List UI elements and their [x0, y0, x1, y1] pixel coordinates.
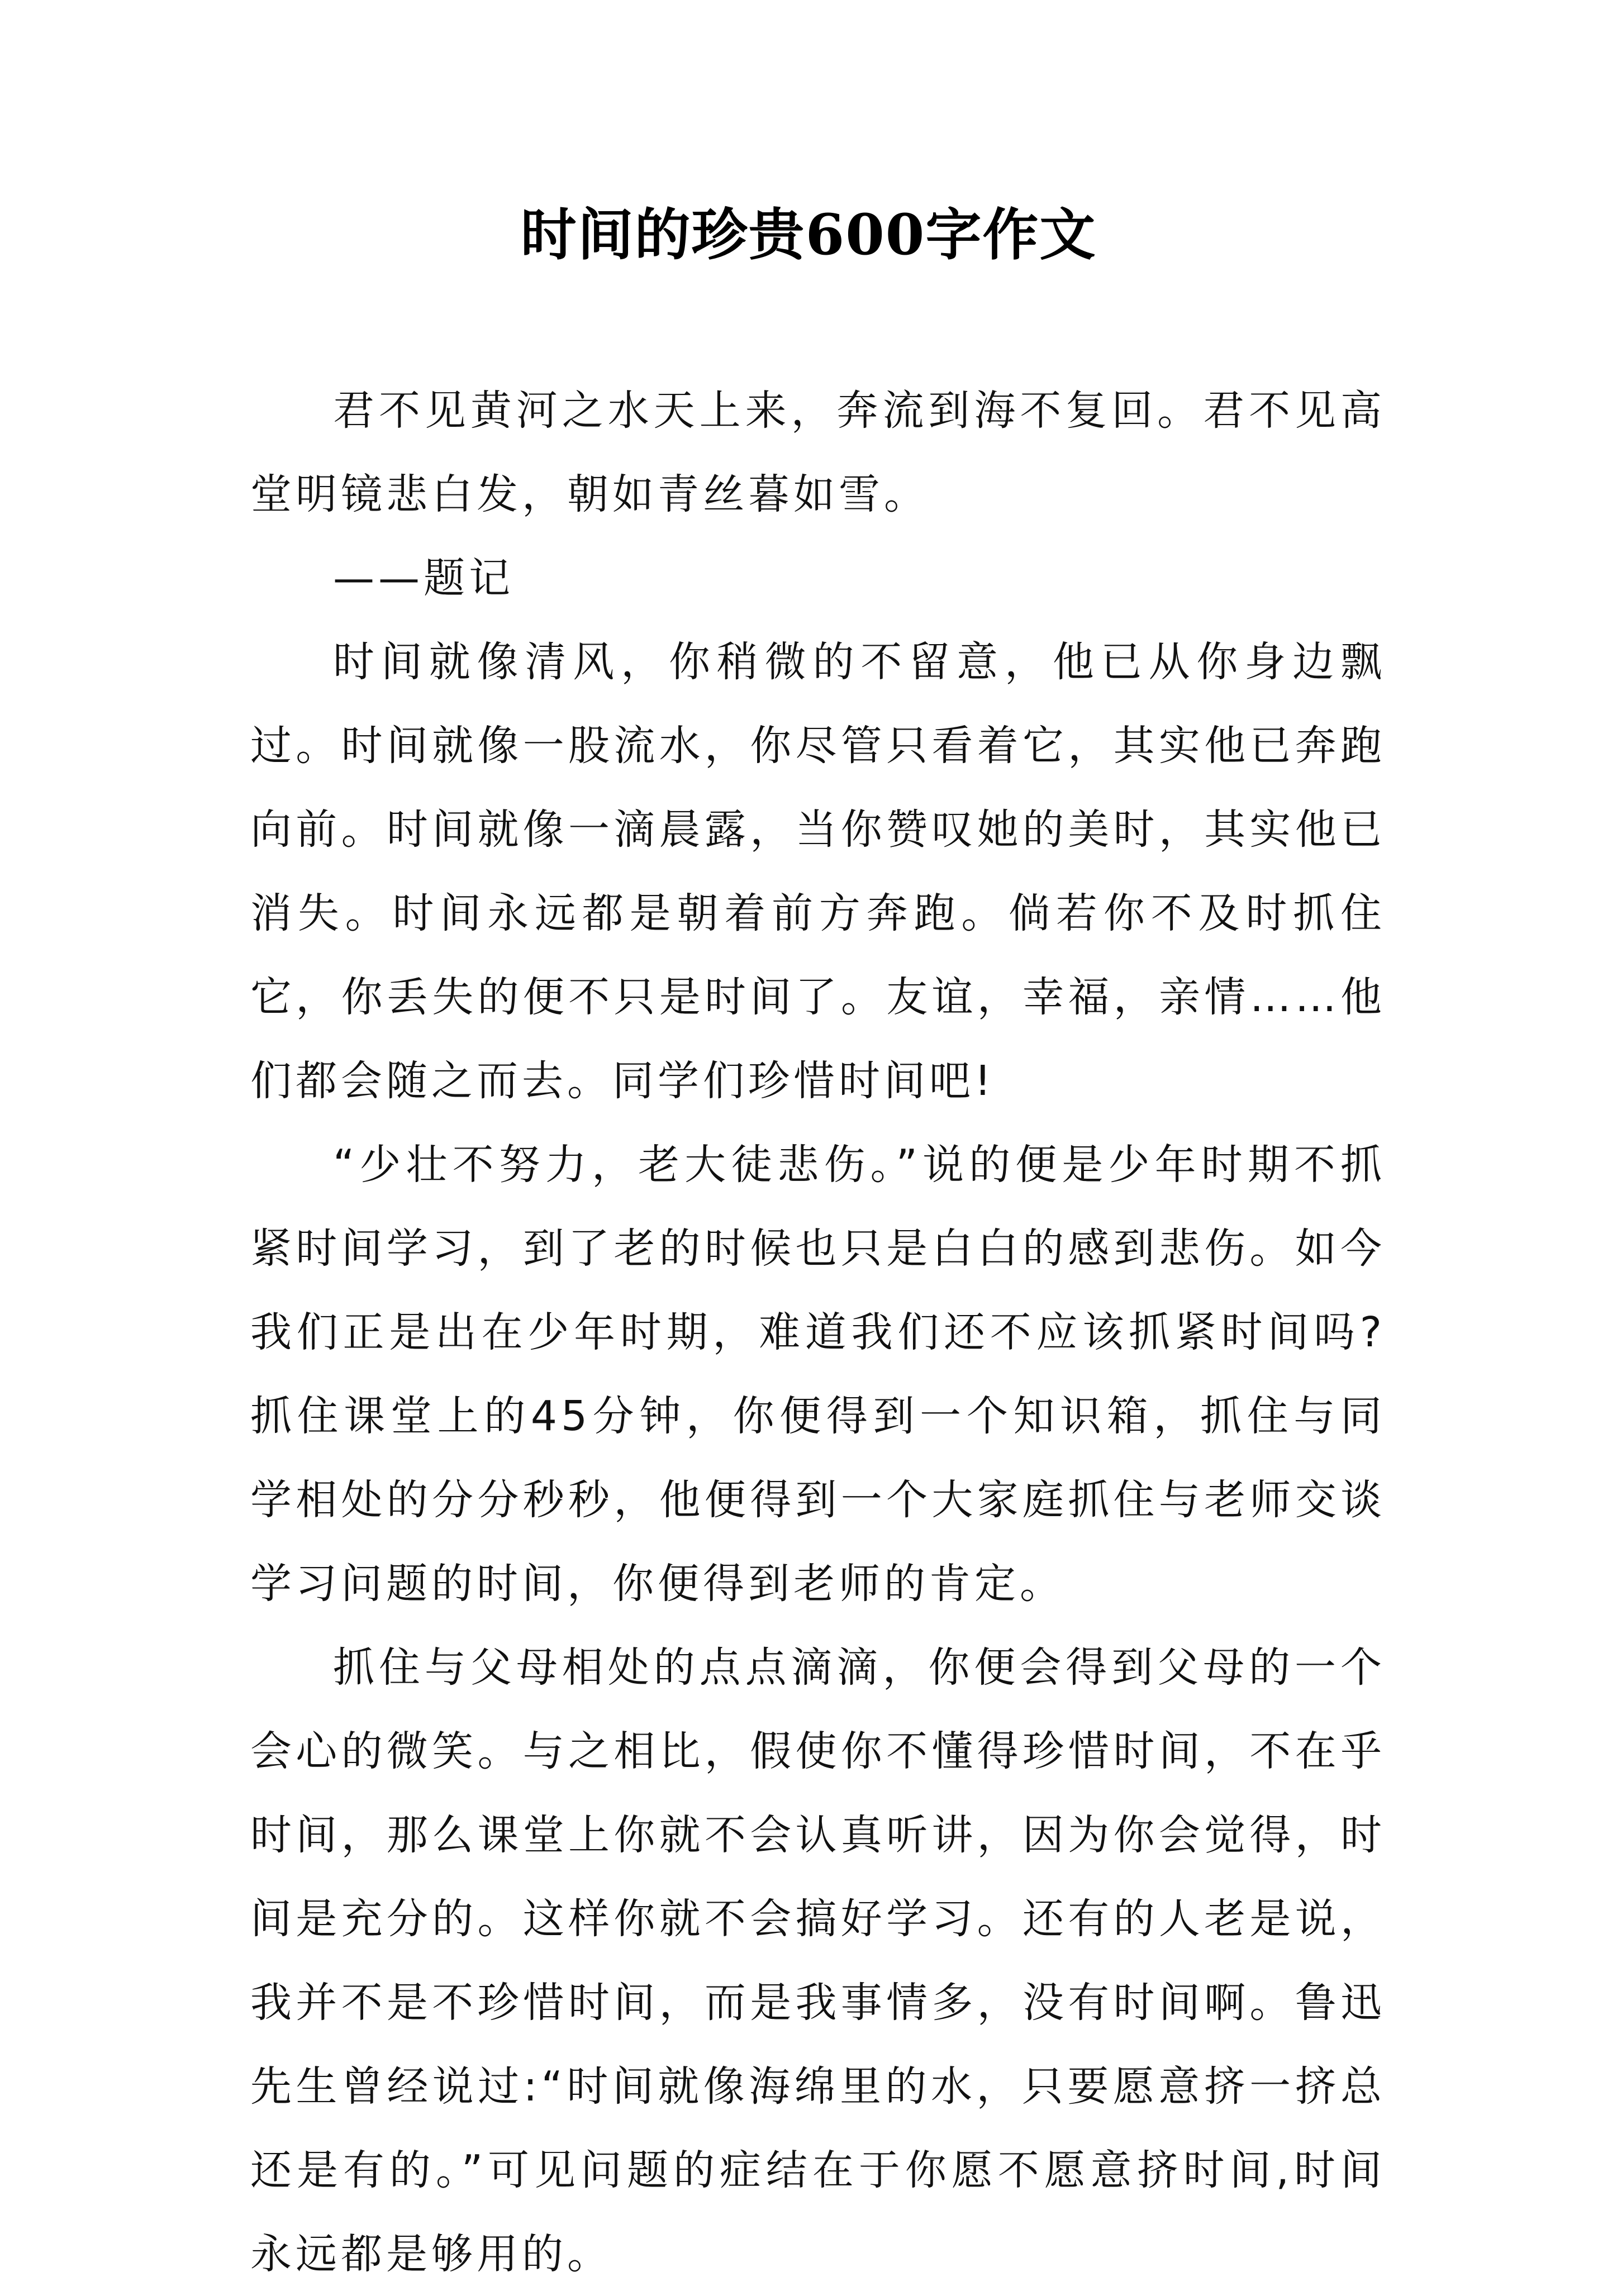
paragraph-body-3: 抓住与父母相处的点点滴滴，你便会得到父母的一个会心的微笑。与之相比，假使你不懂得珍惜时间，不在乎时间，那么课堂上你就不会认真听讲，因为你会觉得，时间是充分的。这样你就不会搞好学习。还有的人老是说，我并不是不珍惜时间，而是我事情多，没有时间啊。鲁迅先生曾经说过:“时间就像海绵里的水，只要愿意挤一挤总还是有的。”可见问题的症结在于你愿不愿意挤时间,时间永远都是够用的。	[250, 1644, 1386, 2278]
document-title: 时间的珍贵600字作文	[520, 202, 1097, 268]
paragraph-body-2: “少壮不努力，老大徒悲伤。”说的便是少年时期不抓紧时间学习，到了老的时候也只是白白的感到悲伤。如今我们正是出在少年时期，难道我们还不应该抓紧时间吗?抓住课堂上的45分钟，你便得到一个知识箱，抓住与同学相处的分分秒秒，他便得到一个大家庭抓住与老师交谈学习问题的时间，你便得到老师的肯定。	[250, 1141, 1386, 1608]
document-body	[250, 369, 1386, 2296]
paragraph-epigraph: 君不见黄河之水天上来，奔流到海不复回。君不见高堂明镜悲白发，朝如青丝暮如雪。	[250, 387, 1386, 518]
paragraph-epigraph-source: ——题记	[333, 554, 514, 602]
paragraph-body-1: 时间就像清风，你稍微的不留意，他已从你身边飘过。时间就像一股流水，你尽管只看着它，其实他已奔跑向前。时间就像一滴晨露，当你赞叹她的美时，其实他已消失。时间永远都是朝着前方奔跑。倘若你不及时抓住它，你丢失的便不只是时间了。友谊，幸福，亲情……他们都会随之而去。同学们珍惜时间吧!	[250, 638, 1386, 1105]
